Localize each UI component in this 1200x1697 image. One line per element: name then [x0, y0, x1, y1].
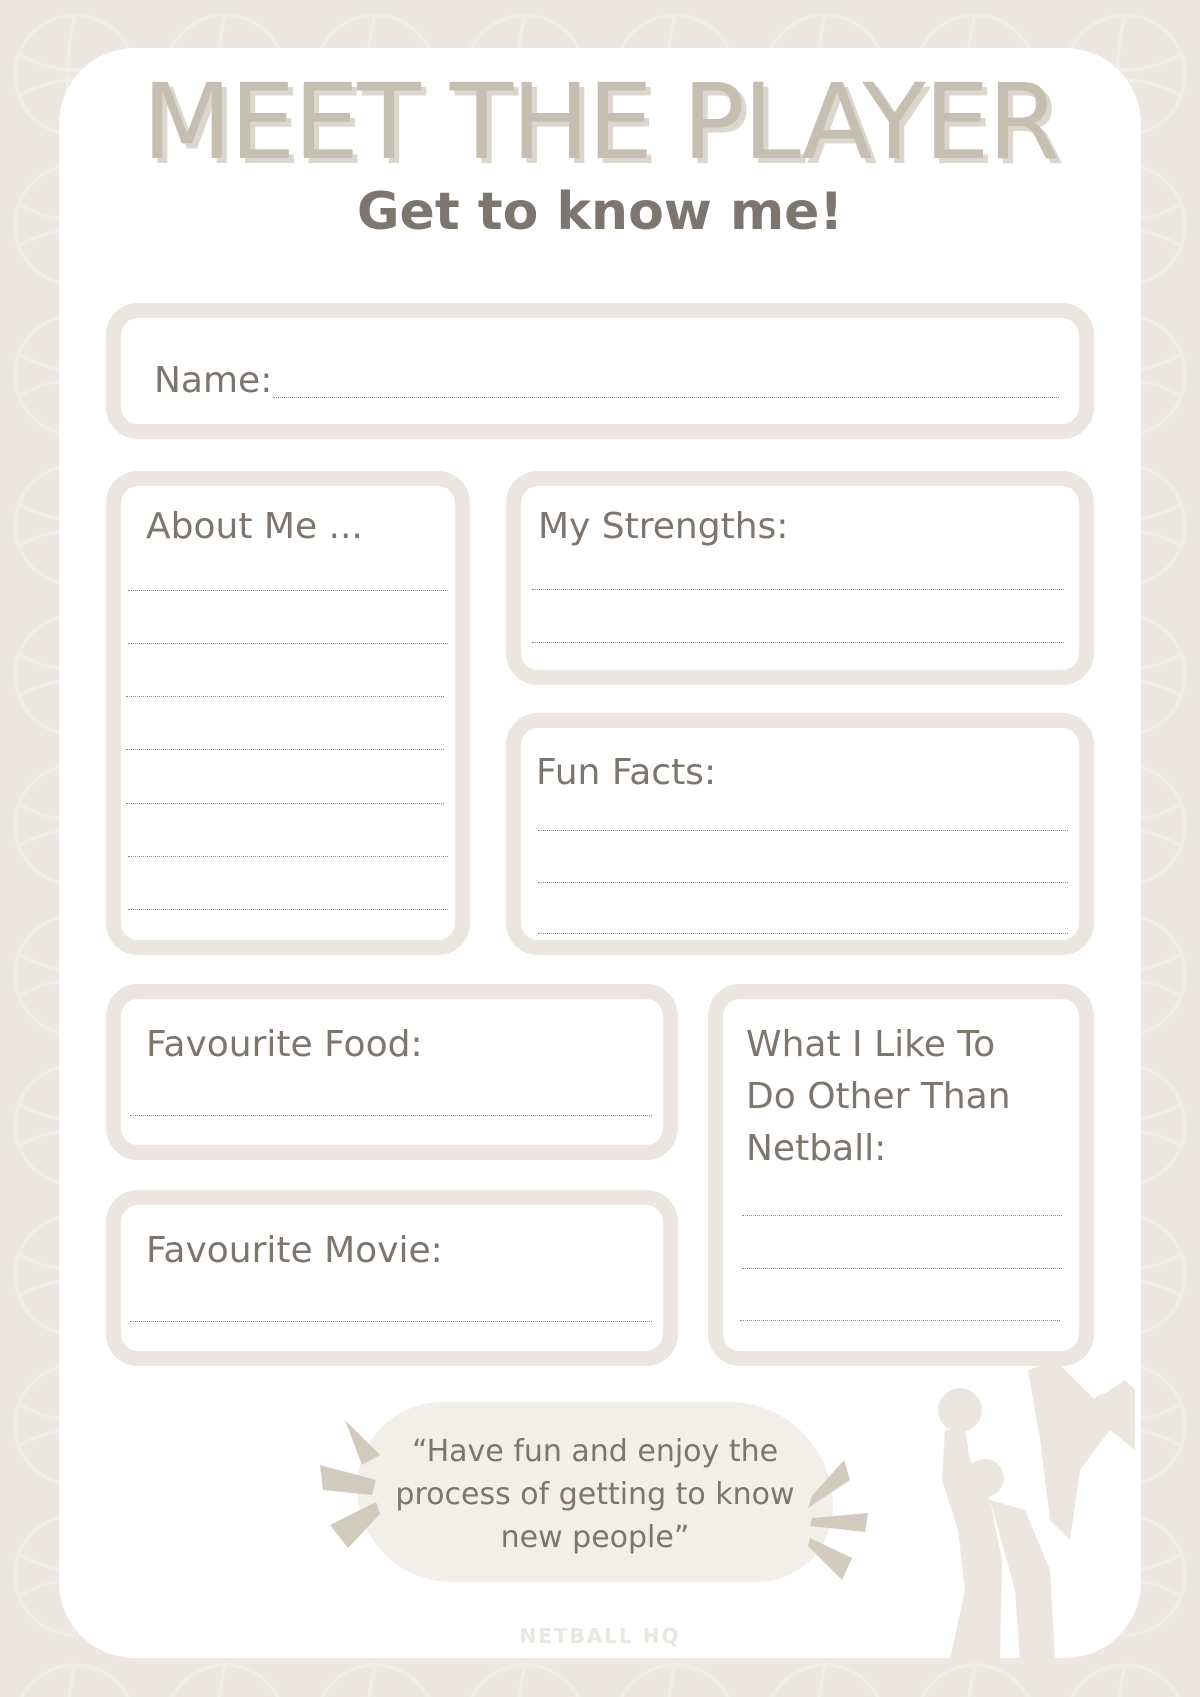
- player-silhouette-icon: [930, 1360, 1140, 1660]
- strengths-label: My Strengths:: [538, 506, 789, 547]
- brand-footer: NETBALL HQ: [519, 1624, 681, 1648]
- about-me-write-line[interactable]: [128, 909, 448, 910]
- about-me-write-line[interactable]: [126, 749, 444, 750]
- quote-line: new people”: [500, 1520, 690, 1555]
- other-hobbies-label-line-1: What I Like To: [746, 1024, 996, 1065]
- favourite-food-write-line[interactable]: [130, 1115, 652, 1116]
- favourite-movie-label: Favourite Movie:: [146, 1230, 443, 1271]
- page-title: MEET THE PLAYER: [142, 61, 1058, 183]
- strengths-write-line[interactable]: [532, 642, 1064, 643]
- strengths-write-line[interactable]: [532, 589, 1064, 590]
- page-subtitle: Get to know me!: [356, 182, 844, 242]
- favourite-food-card: [106, 984, 678, 1160]
- quote-line: “Have fun and enjoy the: [411, 1434, 779, 1469]
- name-label: Name:: [154, 360, 273, 401]
- about-me-write-line[interactable]: [128, 590, 448, 591]
- about-me-write-line[interactable]: [128, 643, 448, 644]
- quote-line: process of getting to know: [395, 1477, 795, 1512]
- other-hobbies-label-line-2: Do Other Than: [746, 1076, 1011, 1117]
- name-write-line[interactable]: [273, 397, 1059, 398]
- fun-facts-write-line[interactable]: [538, 830, 1068, 831]
- other-hobbies-write-line[interactable]: [740, 1320, 1060, 1321]
- quote-text: [357, 1430, 833, 1559]
- about-me-label: About Me ...: [146, 506, 363, 547]
- fun-facts-write-line[interactable]: [538, 933, 1068, 934]
- other-hobbies-write-line[interactable]: [742, 1268, 1062, 1269]
- other-hobbies-label-line-3: Netball:: [746, 1128, 887, 1169]
- about-me-write-line[interactable]: [126, 696, 444, 697]
- fun-facts-label: Fun Facts:: [536, 752, 717, 793]
- favourite-movie-write-line[interactable]: [130, 1321, 652, 1322]
- other-hobbies-write-line[interactable]: [742, 1215, 1062, 1216]
- fun-facts-write-line[interactable]: [538, 882, 1068, 883]
- about-me-write-line[interactable]: [126, 803, 444, 804]
- favourite-movie-card: [106, 1190, 678, 1366]
- favourite-food-label: Favourite Food:: [146, 1024, 423, 1065]
- about-me-write-line[interactable]: [128, 856, 448, 857]
